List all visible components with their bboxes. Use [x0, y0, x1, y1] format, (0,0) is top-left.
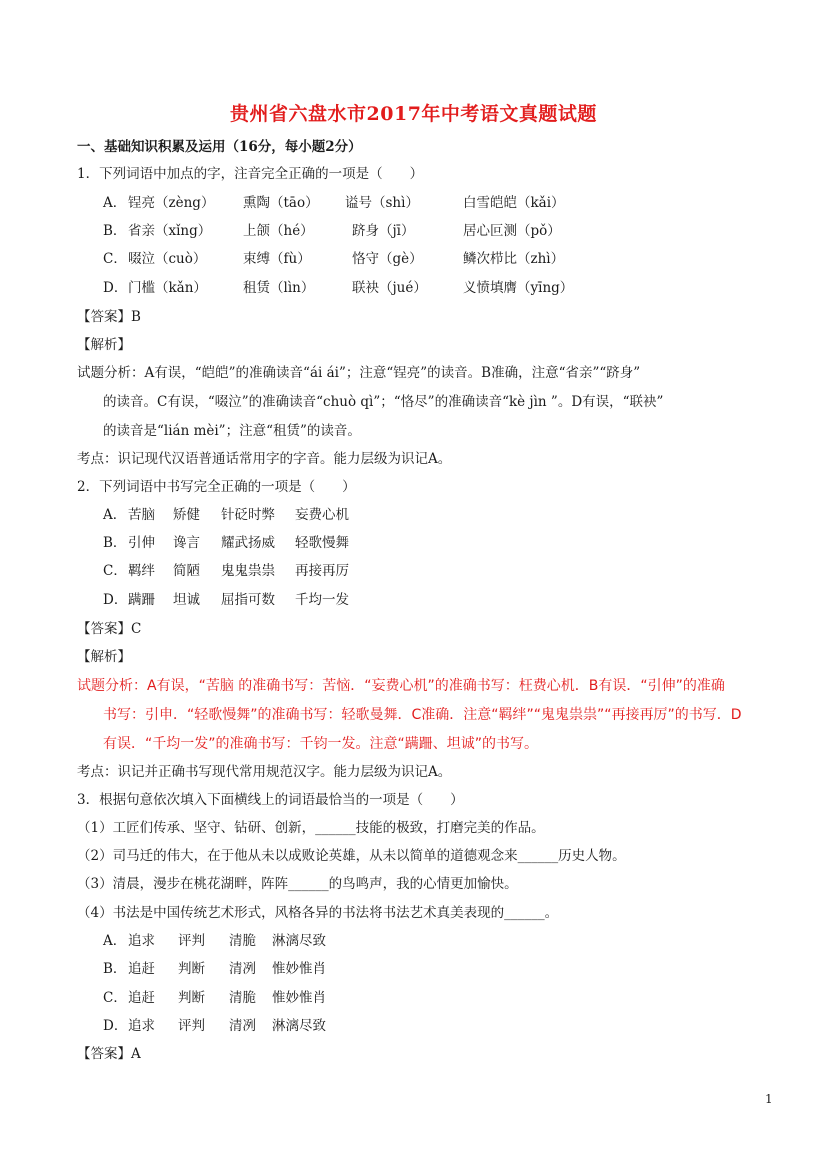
q2-kaodian: 考点：识记并正确书写现代常用规范汉字。能力层级为识记A。 [77, 764, 452, 780]
q1-option-d-word: 门槛（kǎn） [128, 280, 207, 296]
q2-option-c-label: C． [103, 563, 127, 579]
q2-option-b-word: 耀武扬威 [221, 535, 275, 551]
q3-option-a-label: A． [103, 933, 127, 949]
q2-option-b-word: 轻歌慢舞 [295, 535, 349, 551]
q1-option-a-word: 熏陶（tāo） [243, 195, 319, 211]
q2-option-b-word: 引伸 [128, 535, 155, 551]
q1-option-c-word: 束缚（fù） [243, 251, 311, 267]
q2-option-a-label: A． [103, 507, 127, 523]
q2-answer: 【答案】C [77, 621, 142, 637]
q1-stem: 1．下列词语中加点的字，注音完全正确的一项是（ ） [77, 166, 424, 182]
q1-option-c-word: 啜泣（cuò） [128, 251, 207, 267]
q2-analysis-line: 书写：引申．“轻歌慢舞”的准确书写：轻歌曼舞．C准确．注意“羁绊”“鬼鬼祟祟”“再接再厉”的书写．D [103, 707, 742, 723]
q3-option-c-word: 追赶 [128, 990, 155, 1006]
q1-option-d-label: D． [103, 280, 128, 296]
q1-option-a-word: 锃亮（zèng） [128, 195, 215, 211]
q3-option-d-word: 评判 [178, 1018, 205, 1034]
q1-option-b-label: B． [103, 223, 127, 239]
q1-option-b-word: 省亲（xǐng） [128, 223, 212, 239]
q3-sentence: （2）司马迁的伟大，在于他从未以成败论英雄，从未以简单的道德观念来______历史人物。 [77, 848, 626, 864]
q3-option-a-word: 清脆 [229, 933, 256, 949]
q3-option-c-label: C． [103, 990, 127, 1006]
q2-option-c-word: 鬼鬼祟祟 [221, 563, 275, 579]
q2-analysis-heading: 【解析】 [77, 649, 131, 665]
q2-option-a-word: 苦脑 [128, 507, 155, 523]
q2-stem: 2．下列词语中书写完全正确的一项是（ ） [77, 479, 356, 495]
q2-option-a-word: 矫健 [173, 507, 200, 523]
document-title: 贵州省六盘水市2017年中考语文真题试题 [230, 103, 597, 125]
q2-option-d-word: 千均一发 [295, 592, 349, 608]
q1-analysis-line: 试题分析：A有误，“皑皑”的准确读音“ái ái”；注意“锃亮”的读音。B准确，注意“省亲”“跻身” [77, 365, 641, 381]
q3-stem: 3．根据句意依次填入下面横线上的词语最恰当的一项是（ ） [77, 792, 464, 808]
q3-option-c-word: 惟妙惟肖 [272, 990, 326, 1006]
q3-option-b-label: B． [103, 961, 127, 977]
q3-option-b-word: 判断 [178, 961, 205, 977]
q2-option-d-word: 屈指可数 [221, 592, 275, 608]
q3-option-d-word: 追求 [128, 1018, 155, 1034]
q1-option-d-word: 义愤填膺（yīng） [463, 280, 574, 296]
page-number: 1 [765, 1092, 773, 1106]
q2-option-d-word: 坦诚 [173, 592, 200, 608]
q3-option-b-word: 追赶 [128, 961, 155, 977]
q3-sentence: （4）书法是中国传统艺术形式，风格各异的书法将书法艺术真美表现的______。 [77, 905, 559, 921]
q1-analysis-line: 的读音是“lián mèi”；注意“租赁”的读音。 [103, 423, 361, 439]
q2-option-b-label: B． [103, 535, 127, 551]
q2-option-d-label: D． [103, 592, 128, 608]
q3-sentence: （1）工匠们传承、坚守、钻研、创新，______技能的极致，打磨完美的作品。 [77, 820, 545, 836]
q2-analysis-line: 试题分析：A有误，“苦脑 的准确书写：苦恼．“妄费心机”的准确书写：枉费心机．B有误．“引伸”的准确 [77, 678, 725, 694]
q3-option-d-word: 清冽 [229, 1018, 256, 1034]
q3-option-c-word: 判断 [178, 990, 205, 1006]
q1-option-a-label: A． [103, 195, 127, 211]
q1-option-a-word: 白雪皑皑（kǎi） [463, 195, 565, 211]
q3-option-b-word: 惟妙惟肖 [272, 961, 326, 977]
q1-analysis-line: 的读音。C有误，“啜泣”的准确读音“chuò qì”；“恪尽”的准确读音“kè jìn ”。D有误，“联袂” [103, 394, 664, 410]
q2-option-d-word: 蹒跚 [128, 592, 155, 608]
q1-option-c-word: 恪守（gè） [352, 251, 423, 267]
q1-analysis-heading: 【解析】 [77, 337, 131, 353]
q3-option-d-word: 淋漓尽致 [272, 1018, 326, 1034]
q2-option-b-word: 谗言 [173, 535, 200, 551]
q3-option-c-word: 清脆 [229, 990, 256, 1006]
q3-sentence: （3）清晨，漫步在桃花湖畔，阵阵______的鸟鸣声，我的心情更加愉快。 [77, 876, 518, 892]
q2-option-c-word: 简陋 [173, 563, 200, 579]
q1-option-b-word: 跻身（jī） [352, 223, 415, 239]
q1-option-b-word: 上颌（hé） [243, 223, 314, 239]
q1-option-b-word: 居心叵测（pǒ） [463, 223, 561, 239]
q2-analysis-line: 有误．“千均一发”的准确书写：千钧一发。注意“蹒跚、坦诚”的书写。 [103, 736, 539, 752]
q2-option-c-word: 再接再厉 [295, 563, 349, 579]
q1-option-d-word: 联袂（jué） [352, 280, 427, 296]
q2-option-a-word: 妄费心机 [295, 507, 349, 523]
q2-option-c-word: 羁绊 [128, 563, 155, 579]
q2-option-a-word: 针砭时弊 [221, 507, 275, 523]
q1-answer: 【答案】B [77, 309, 141, 325]
q3-option-a-word: 淋漓尽致 [272, 933, 326, 949]
q1-option-c-label: C． [103, 251, 127, 267]
q3-option-a-word: 评判 [178, 933, 205, 949]
q1-option-c-word: 鳞次栉比（zhì） [463, 251, 565, 267]
q3-answer: 【答案】A [77, 1046, 141, 1062]
q3-option-a-word: 追求 [128, 933, 155, 949]
section-heading: 一、基础知识积累及运用（16分，每小题2分） [77, 139, 362, 155]
q1-kaodian: 考点：识记现代汉语普通话常用字的字音。能力层级为识记A。 [77, 451, 452, 467]
q3-option-b-word: 清冽 [229, 961, 256, 977]
q3-option-d-label: D． [103, 1018, 128, 1034]
q1-option-d-word: 租赁（lìn） [243, 280, 315, 296]
q1-option-a-word: 谥号（shì） [345, 195, 419, 211]
